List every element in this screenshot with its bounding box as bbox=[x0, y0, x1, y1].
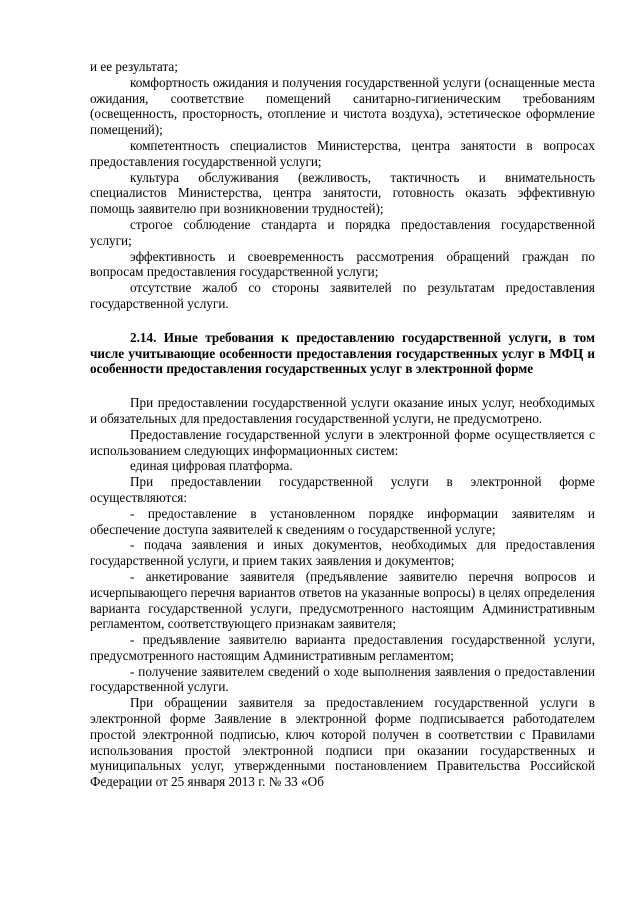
paragraph: При предоставлении государственной услуги в электронной форме осуществляются: bbox=[90, 474, 595, 505]
section-heading: 2.14. Иные требования к предоставлению государственной услуги, в том числе учитывающие особенности предоставления государственных услуг в МФЦ и особенности предоставления государственных услуг в электронной форме bbox=[90, 329, 595, 377]
paragraph: компетентность специалистов Министерства, центра занятости в вопросах предоставления государственной услуги; bbox=[90, 137, 595, 169]
paragraph: культура обслуживания (вежливость, тактичность и внимательность специалистов Министерства, центра занятости, готовность оказать эффективную помощь заявителю при возникновении трудностей); bbox=[90, 169, 595, 217]
paragraph: Предоставление государственной услуги в электронной форме осуществляется с использованием следующих информационных систем: bbox=[90, 426, 595, 458]
paragraph: отсутствие жалоб со стороны заявителей по результатам предоставления государственной услуги. bbox=[90, 280, 595, 311]
paragraph: строгое соблюдение стандарта и порядка предоставления государственной услуги; bbox=[90, 216, 595, 248]
paragraph: комфортность ожидания и получения государственной услуги (оснащенные места ожидания, соответствие помещений санитарно-гигиеническим требованиям (освещенность, просторность, отопление и чистота воздуха), эстетическое оформление помещений); bbox=[90, 74, 595, 138]
list-item: - получение заявителем сведений о ходе выполнения заявления о предоставлении государственной услуги. bbox=[90, 663, 595, 695]
list-item: - анкетирование заявителя (предъявление заявителю перечня вопросов и исчерпывающего перечня вариантов ответов на указанные вопросы) в целях определения варианта государственной услуги, предусмотренного настоящим Административным регламентом, соответствующего признакам заявителя; bbox=[90, 568, 595, 632]
paragraph: единая цифровая платформа. bbox=[130, 458, 293, 474]
list-item: - предъявление заявителю варианта предоставления государственной услуги, предусмотренного настоящим Административным регламентом; bbox=[90, 632, 595, 663]
paragraph: При предоставлении государственной услуги оказание иных услуг, необходимых и обязательных для предоставления государственной услуги, не предусмотрено. bbox=[90, 395, 595, 426]
list-item: - подача заявления и иных документов, необходимых для предоставления государственной услуги, и прием таких заявления и документов; bbox=[90, 537, 595, 569]
list-item: - предоставление в установленном порядке информации заявителям и обеспечение доступа заявителей к сведениям о государственной услуге; bbox=[90, 505, 595, 537]
paragraph: и ее результата; bbox=[90, 59, 178, 74]
paragraph: эффективность и своевременность рассмотрения обращений граждан по вопросам предоставления государственной услуги; bbox=[90, 248, 595, 280]
paragraph: При обращении заявителя за предоставлением государственной услуги в электронной форме Заявление в электронной форме подписывается работодателем простой электронной подписью, ключ которой получен в соответствии с Правилами использования простой электронной подписи при оказании государственных и муниципальных услуг, утвержденными постановлением Правительства Российской Федерации от 25 января 2013 г. № 33 «Об bbox=[90, 695, 595, 790]
document-body bbox=[90, 59, 595, 790]
